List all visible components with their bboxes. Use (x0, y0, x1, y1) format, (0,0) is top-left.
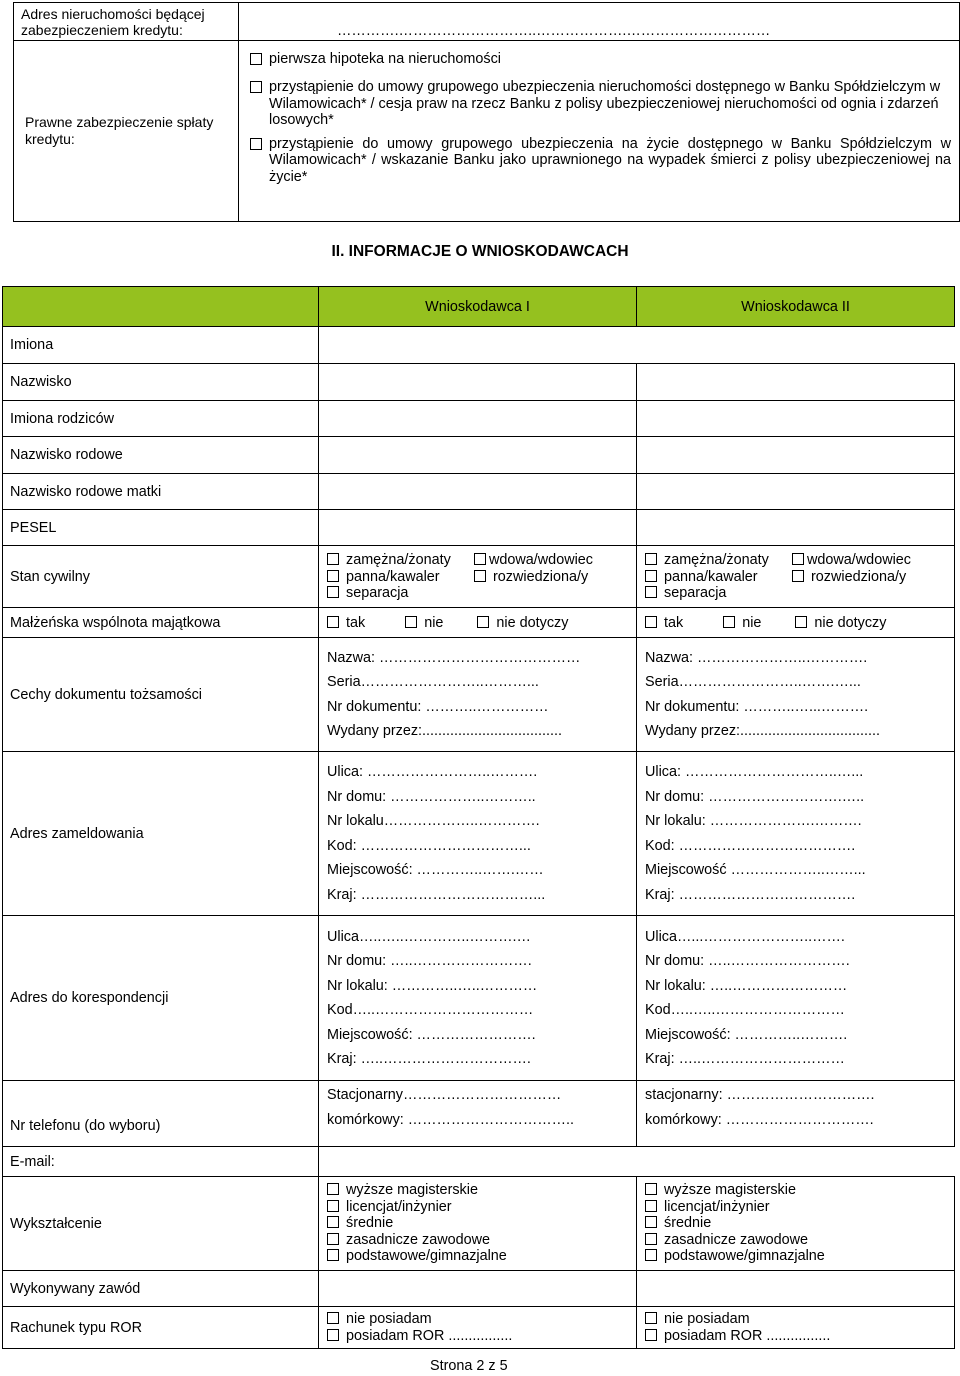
marital-divorced[interactable] (474, 569, 593, 586)
community-tak[interactable] (327, 615, 365, 631)
row-label-registered-address: Adres zameldowania (3, 752, 319, 916)
applicant1-header: Wnioskodawca I (319, 287, 637, 327)
row-label-community-property: Małżeńska wspólnota majątkowa (3, 608, 319, 638)
checkbox[interactable] (645, 1216, 657, 1228)
row-label-marital-status: Stan cywilny (3, 546, 319, 608)
id-series-field: Seria……………………..………... (327, 674, 539, 690)
ror-has[interactable] (327, 1328, 636, 1345)
community-nie[interactable] (405, 615, 443, 631)
checkbox[interactable] (645, 1329, 657, 1341)
apartment-field: Nr lokalu: ………………….………. (645, 813, 862, 829)
education-vocational[interactable] (327, 1232, 636, 1249)
id-number-field: Nr dokumentu: ………..…...………. (645, 698, 869, 715)
option-label: nie posiadam (664, 1311, 750, 1327)
security-option-property-insurance[interactable] (250, 79, 951, 129)
ror-none[interactable] (645, 1311, 954, 1328)
page-number: Strona 2 z 5 (430, 1358, 508, 1374)
id-issuer-field: Wydany przez:................................... (327, 723, 562, 739)
education-secondary[interactable] (645, 1215, 954, 1232)
security-option-life-insurance[interactable] (250, 136, 951, 186)
checkbox[interactable] (250, 81, 262, 93)
education-masters[interactable] (645, 1182, 954, 1199)
a1-pesel-field[interactable] (319, 510, 637, 546)
row-label-email: E-mail: (3, 1147, 319, 1177)
id-issuer-field: Wydany przez:................................... (645, 723, 880, 739)
city-field: Miejscowość: …………..………. (645, 1026, 848, 1043)
checkbox[interactable] (327, 616, 339, 628)
a2-occupation-field[interactable] (637, 1271, 955, 1307)
landline-field: Stacjonarny…………………………… (327, 1087, 562, 1103)
id-name-field: Nazwa: …………………..…………. (645, 649, 868, 666)
checkbox[interactable] (792, 570, 804, 582)
option-label: panna/kawaler (346, 568, 440, 585)
applicant2-header: Wnioskodawca II (637, 287, 955, 327)
option-label: zasadnicze zawodowe (664, 1231, 808, 1248)
checkbox[interactable] (477, 616, 489, 628)
a2-ror (637, 1307, 955, 1349)
a2-education (637, 1177, 955, 1271)
security-option-mortgage[interactable] (250, 51, 951, 68)
checkbox[interactable] (645, 1249, 657, 1261)
a2-phone[interactable] (637, 1081, 955, 1147)
marital-separation[interactable] (327, 585, 451, 602)
option-label: średnie (664, 1215, 712, 1232)
collateral-table (13, 2, 960, 222)
checkbox[interactable] (645, 1312, 657, 1324)
checkbox[interactable] (474, 570, 486, 582)
a1-marital-status (319, 546, 637, 608)
security-label: Prawne zabezpieczenie spłaty kredytu: (14, 41, 239, 222)
mobile-field: komórkowy: …………………………. (645, 1111, 874, 1128)
row-label-occupation: Wykonywany zawód (3, 1271, 319, 1307)
option-label: podstawowe/gimnazjalne (346, 1248, 507, 1265)
street-field: Ulica…...…………………..……. (645, 928, 845, 945)
option-label: podstawowe/gimnazjalne (664, 1248, 825, 1265)
checkbox[interactable] (795, 616, 807, 628)
header-blank (3, 287, 319, 327)
option-label: pierwsza hipoteka na nieruchomości (269, 51, 501, 67)
row-label-mother-family-name: Nazwisko rodowe matki (3, 474, 319, 510)
checkbox[interactable] (645, 586, 657, 598)
option-label: przystąpienie do umowy grupowego ubezpieczenia nieruchomości dostępnego w Banku Spółdzielczym w Wilamowicach* / cesja praw na rzecz Banku z polisy ubezpieczeniowej nieruchomości od ognia i zdarzeń losowych* (269, 79, 941, 128)
checkbox[interactable] (645, 616, 657, 628)
a1-family-name-field[interactable] (319, 437, 637, 474)
a2-correspondence-address[interactable] (637, 916, 955, 1081)
option-label: wdowa/wdowiec (807, 552, 911, 568)
marital-married[interactable] (327, 552, 451, 569)
a2-mother-family-name-field[interactable] (637, 474, 955, 510)
row-label-surname: Nazwisko (3, 364, 319, 401)
row-label-family-name: Nazwisko rodowe (3, 437, 319, 474)
checkbox[interactable] (327, 586, 339, 598)
education-primary[interactable] (645, 1248, 954, 1265)
a1-surname-field[interactable] (319, 364, 637, 401)
house-number-field: Nr domu: ……………………….….. (645, 788, 865, 805)
a1-occupation-field[interactable] (319, 1271, 637, 1307)
option-label: wyższe magisterskie (346, 1182, 478, 1199)
option-label: wyższe magisterskie (664, 1182, 796, 1199)
row-label-first-names: Imiona (3, 327, 319, 364)
a1-registered-address[interactable] (319, 752, 637, 916)
checkbox[interactable] (327, 1329, 339, 1341)
id-name-field: Nazwa: …………………………………… (327, 649, 581, 666)
community-tak[interactable] (645, 615, 683, 631)
marital-married[interactable] (645, 552, 769, 569)
education-bachelor[interactable] (645, 1199, 954, 1216)
checkbox[interactable] (327, 1216, 339, 1228)
marital-single[interactable] (327, 569, 451, 586)
education-masters[interactable] (327, 1182, 636, 1199)
checkbox[interactable] (327, 1249, 339, 1261)
marital-widowed[interactable] (474, 552, 593, 569)
property-address-value: ………….………………………..……………….………………………… (337, 23, 771, 39)
postal-code-field: Kod: ……………………………... (327, 837, 531, 854)
a1-community-property (319, 608, 637, 638)
marital-single[interactable] (645, 569, 769, 586)
row-label-id-document: Cechy dokumentu tożsamości (3, 638, 319, 752)
option-label: posiadam ROR ................ (664, 1327, 831, 1344)
mobile-field: komórkowy: …………………………….. (327, 1111, 575, 1128)
security-options (239, 41, 960, 222)
apartment-field: Nr lokalu: …………..…..………… (327, 977, 538, 994)
street-field: Ulica…..…..…………..……….… (327, 928, 531, 945)
option-label: nie (424, 614, 444, 631)
postal-code-field: Kod…..…..……………………… (645, 1002, 845, 1018)
property-address-field[interactable] (239, 3, 960, 41)
row-label-pesel: PESEL (3, 510, 319, 546)
checkbox[interactable] (327, 1183, 339, 1195)
apartment-field: Nr lokalu………………..…………. (327, 813, 540, 829)
option-label: zamężna/żonaty (346, 552, 451, 568)
country-field: Kraj: …..…………………………. (327, 1051, 531, 1067)
option-label: przystąpienie do umowy grupowego ubezpieczenia na życie dostępnego w Banku Spółdzielczym w Wilamowicach* / wskazanie Banku jako uprawnionego na wypadek śmierci z polisy ubezpieczeniowej na życie* (269, 135, 951, 185)
applicants-table (2, 286, 955, 1349)
id-number-field: Nr dokumentu: ………..…………… (327, 698, 549, 715)
option-label: rozwiedziona/y (811, 568, 907, 585)
checkbox[interactable] (474, 553, 486, 565)
education-secondary[interactable] (327, 1215, 636, 1232)
checkbox[interactable] (327, 553, 339, 565)
city-field: Miejscowość: …………..…….…… (327, 862, 544, 878)
option-label: tak (664, 614, 684, 631)
checkbox[interactable] (250, 53, 262, 65)
row-label-parents-names: Imiona rodziców (3, 401, 319, 437)
a1-mother-family-name-field[interactable] (319, 474, 637, 510)
option-label: rozwiedziona/y (493, 568, 589, 585)
street-field: Ulica: ……………………..………. (327, 764, 538, 780)
marital-separation[interactable] (645, 585, 769, 602)
checkbox[interactable] (645, 570, 657, 582)
option-label: zasadnicze zawodowe (346, 1231, 490, 1248)
city-field: Miejscowość ………………..……... (645, 862, 866, 878)
row-label-correspondence-address: Adres do korespondencji (3, 916, 319, 1081)
country-field: Kraj: ………………………………... (327, 886, 546, 903)
checkbox[interactable] (792, 553, 804, 565)
city-field: Miejscowość: ……………………. (327, 1026, 536, 1043)
property-address-label: Adres nieruchomości będącej zabezpieczeniem kredytu: (14, 3, 239, 41)
education-bachelor[interactable] (327, 1199, 636, 1216)
option-label: średnie (346, 1215, 394, 1232)
a2-parents-names-field[interactable] (637, 401, 955, 437)
house-number-field: Nr domu: …..……………………. (327, 953, 532, 969)
a1-ror (319, 1307, 637, 1349)
option-label: nie dotyczy (814, 614, 887, 631)
option-label: wdowa/wdowiec (489, 552, 593, 568)
education-vocational[interactable] (645, 1232, 954, 1249)
a1-education (319, 1177, 637, 1271)
a1-id-document[interactable] (319, 638, 637, 752)
a1-phone[interactable] (319, 1081, 637, 1147)
checkbox[interactable] (645, 1233, 657, 1245)
a1-correspondence-address[interactable] (319, 916, 637, 1081)
a2-marital-status (637, 546, 955, 608)
a2-family-name-field[interactable] (637, 437, 955, 474)
checkbox[interactable] (645, 1183, 657, 1195)
country-field: Kraj: ………………………………. (645, 886, 856, 903)
ror-none[interactable] (327, 1311, 636, 1328)
a1-parents-names-field[interactable] (319, 401, 637, 437)
marital-widowed[interactable] (792, 552, 911, 569)
email-field[interactable] (319, 1147, 955, 1177)
option-label: nie dotyczy (496, 614, 569, 631)
id-series-field: Seria……………………..…….…... (645, 674, 861, 690)
first-names-field[interactable] (319, 327, 955, 364)
postal-code-field: Kod: ………………………………. (645, 837, 856, 854)
row-label-phone: Nr telefonu (do wyboru) (3, 1081, 319, 1147)
apartment-field: Nr lokalu: …..…………………… (645, 977, 848, 994)
row-label-ror: Rachunek typu ROR (3, 1307, 319, 1349)
checkbox[interactable] (327, 1233, 339, 1245)
option-label: licencjat/inżynier (346, 1198, 452, 1215)
checkbox[interactable] (250, 138, 262, 150)
ror-has[interactable] (645, 1328, 954, 1345)
house-number-field: Nr domu: …..……………………. (645, 953, 850, 969)
option-label: separacja (346, 585, 409, 601)
a2-surname-field[interactable] (637, 364, 955, 401)
checkbox[interactable] (327, 1200, 339, 1212)
house-number-field: Nr domu: ………………..……….. (327, 788, 536, 805)
community-nie-dotyczy[interactable] (795, 615, 886, 631)
checkbox[interactable] (327, 570, 339, 582)
a2-id-document[interactable] (637, 638, 955, 752)
section-title: II. INFORMACJE O WNIOSKODAWCACH (331, 243, 629, 260)
option-label: separacja (664, 585, 727, 601)
community-nie-dotyczy[interactable] (477, 615, 568, 631)
checkbox[interactable] (645, 553, 657, 565)
row-label-education: Wykształcenie (3, 1177, 319, 1271)
checkbox[interactable] (645, 1200, 657, 1212)
education-primary[interactable] (327, 1248, 636, 1265)
checkbox[interactable] (405, 616, 417, 628)
option-label: nie (742, 614, 762, 631)
country-field: Kraj: …..………………………… (645, 1051, 845, 1067)
street-field: Ulica: …………………………..…... (645, 764, 864, 780)
option-label: tak (346, 614, 366, 631)
checkbox[interactable] (723, 616, 735, 628)
a2-pesel-field[interactable] (637, 510, 955, 546)
option-label: panna/kawaler (664, 568, 758, 585)
marital-divorced[interactable] (792, 569, 911, 586)
option-label: posiadam ROR ................ (346, 1327, 513, 1344)
a2-registered-address[interactable] (637, 752, 955, 916)
option-label: nie posiadam (346, 1311, 432, 1327)
a2-community-property (637, 608, 955, 638)
option-label: licencjat/inżynier (664, 1198, 770, 1215)
checkbox[interactable] (327, 1312, 339, 1324)
community-nie[interactable] (723, 615, 761, 631)
postal-code-field: Kod…..…………………………… (327, 1002, 534, 1018)
landline-field: stacjonarny: …………………………. (645, 1087, 875, 1103)
option-label: zamężna/żonaty (664, 552, 769, 568)
